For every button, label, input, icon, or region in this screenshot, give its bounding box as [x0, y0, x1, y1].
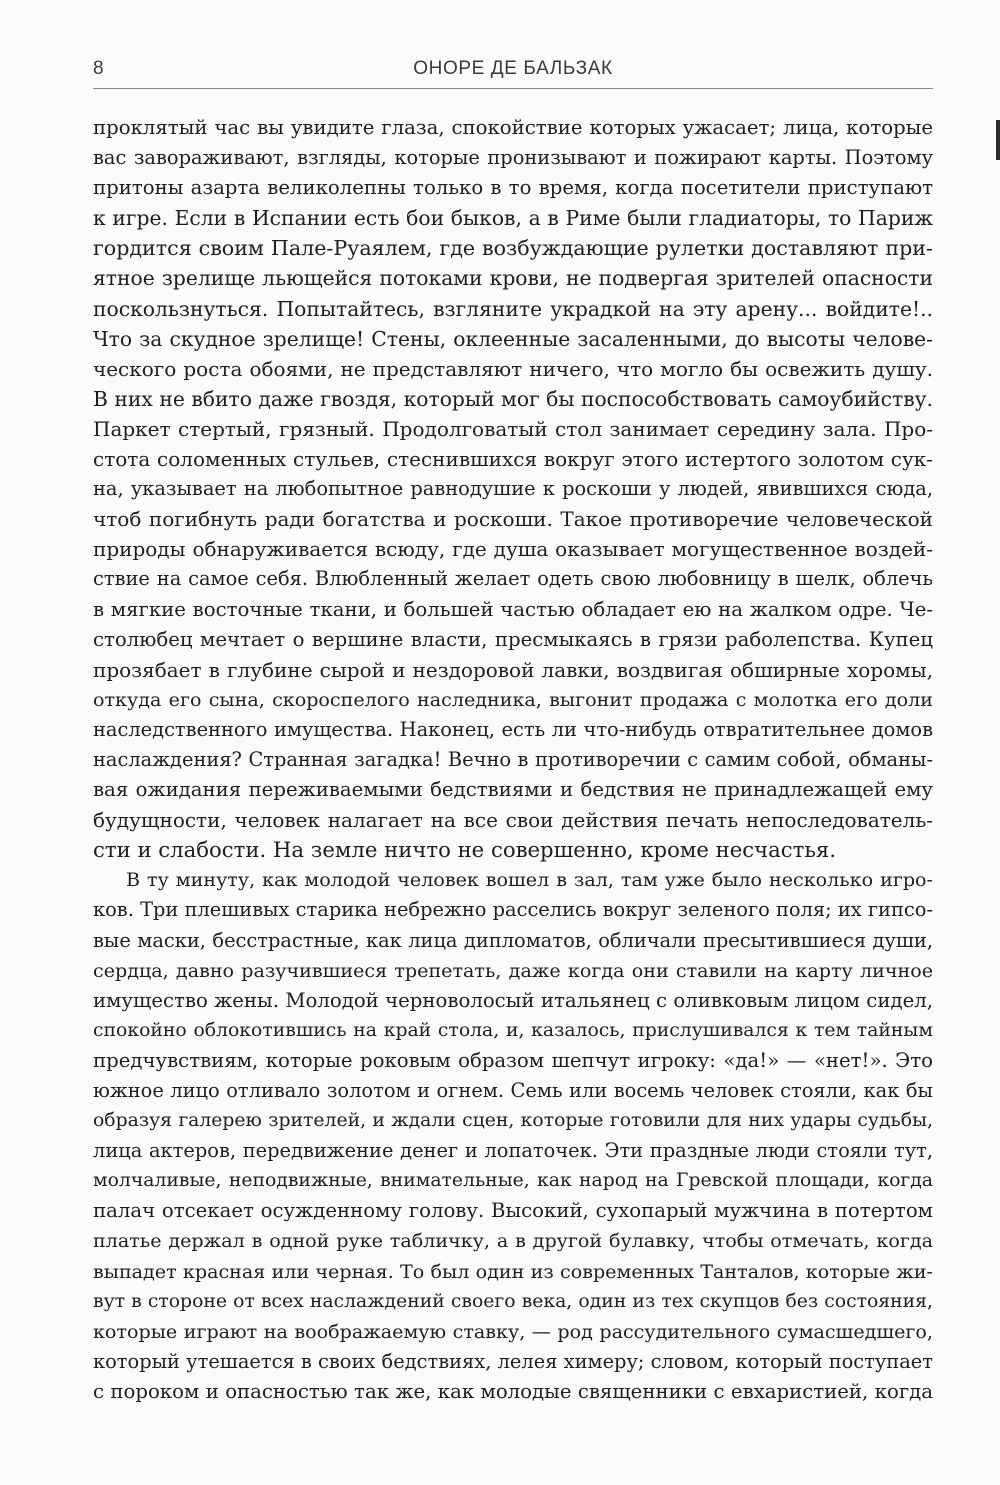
text-line: природы обнаруживается всюду, где душа оказывает могущественное воздей- — [93, 537, 933, 562]
text-line: Паркет стертый, грязный. Продолговатый стол занимает середину зала. Про- — [93, 416, 933, 441]
header-rule — [93, 88, 933, 89]
text-line: наследственного имущества. Наконец, есть ли что-нибудь отвратительнее домов — [93, 717, 933, 741]
text-line: южное лицо отливало золотом и огнем. Семь или восемь человек стояли, как бы — [93, 1079, 933, 1102]
text-line: будущности, человек налагает на все свои действия печать непоследователь- — [93, 808, 933, 833]
text-line: столюбец мечтает о вершине власти, пресмыкаясь в грязи раболепства. Купец — [93, 627, 933, 651]
text-line: стота соломенных стульев, стеснившихся вокруг этого истертого золотом сук- — [93, 447, 933, 472]
text-line: вая ожидания переживаемыми бедствиями и бедствия не принадлежащей ему — [93, 778, 933, 802]
adjacent-page-edge — [996, 120, 1000, 160]
text-line: В них не вбито даже гвоздя, который мог бы поспособствовать самоубийству. — [93, 386, 933, 411]
text-line: поскользнуться. Попытайтесь, взгляните украдкой на эту арену... войдите!.. — [93, 296, 933, 321]
text-line: ческого роста обоями, не представляют ничего, что могло бы освежить душу. — [93, 356, 933, 381]
text-line: ков. Три плешивых старика небрежно расселись вокруг зеленого поля; их гипсо- — [93, 898, 933, 922]
paragraph-1 — [93, 113, 933, 865]
text-line: сердца, давно разучившиеся трепетать, даже когда они ставили на карту личное — [93, 958, 933, 982]
page-number: 8 — [93, 58, 105, 79]
text-line: прозябает в глубине сырой и нездоровой лавки, воздвигая обширные хоромы, — [93, 657, 933, 682]
text-line: к игре. Если в Испании есть бои быков, а в Риме были гладиаторы, то Париж — [93, 206, 933, 231]
text-line: на, указывает на любопытное равнодушие к роскоши у людей, явившихся сюда, — [93, 477, 933, 501]
text-line: ятное зрелище льющейся потоками крови, не подвергая зрителей опасности — [93, 266, 933, 291]
text-line: ствие на самое себя. Влюбленный желает одеть свою любовницу в шелк, облечь — [93, 567, 933, 591]
text-line: платье держал в одной руке табличку, а в другой булавку, чтобы отмечать, когда — [93, 1229, 933, 1253]
text-line: вут в стороне от всех наслаждений своего века, один из тех скупцов без состояния, — [93, 1290, 933, 1312]
text-line: В ту минуту, как молодой человек вошел в зал, там уже было несколько игро- — [126, 868, 933, 892]
text-line: сти и слабости. На земле ничто не совершенно, кроме несчастья. — [93, 837, 837, 863]
text-line: образуя галерею зрителей, и ждали сцен, которые готовили для них удары судьбы, — [93, 1110, 933, 1132]
body-text — [93, 113, 933, 1407]
running-title: ОНОРЕ ДЕ БАЛЬЗАК — [413, 58, 613, 79]
text-line: имущество жены. Молодой черноволосый итальянец с оливковым лицом сидел, — [93, 988, 933, 1012]
text-line: спокойно облокотившись на край стола, и, казалось, прислушивался к тем тайным — [93, 1019, 933, 1041]
text-line: лица актеров, передвижение денег и лопаточек. Эти праздные люди стояли тут, — [93, 1139, 933, 1163]
text-line: в мягкие восточные ткани, и большей частью обладает ею на жалком одре. Че- — [93, 597, 933, 621]
page-header — [93, 58, 933, 86]
text-line: вас завораживают, взгляды, которые пронизывают и пожирают карты. Поэтому — [93, 146, 933, 170]
text-line: который утешается в своих бедствиях, лелея химеру; словом, который поступает — [93, 1349, 933, 1373]
text-line: предчувствиям, которые роковым образом шепчут игроку: «да!» — «нет!». Это — [93, 1048, 933, 1072]
text-line: Что за скудное зрелище! Стены, оклеенные засаленными, до высоты челове- — [93, 326, 933, 351]
text-line: гордится своим Пале-Руаялем, где возбуждающие рулетки доставляют при- — [93, 236, 933, 261]
text-line: откуда его сына, скороспелого наследника, выгонит продажа с молотка его доли — [93, 687, 933, 711]
paragraph-2 — [93, 865, 933, 1407]
text-line: вые маски, бесстрастные, как лица дипломатов, обличали пресытившиеся души, — [93, 928, 933, 952]
text-line: проклятый час вы увидите глаза, спокойствие которых ужасает; лица, которые — [93, 116, 933, 139]
text-line: выпадет красная или черная. То был один из современных Танталов, которые жи- — [93, 1259, 933, 1283]
text-line: молчаливые, неподвижные, внимательные, как народ на Гревской площади, когда — [93, 1170, 933, 1192]
text-line: палач отсекает осужденному голову. Высокий, сухопарый мужчина в потертом — [93, 1199, 933, 1223]
text-line: притоны азарта великолепны только в то время, когда посетители приступают — [93, 176, 933, 200]
text-line: наслаждения? Странная загадка! Вечно в противоречии с самим собой, обманы- — [93, 747, 933, 771]
text-line: с пороком и опасностью так же, как молодые священники с евхаристией, когда — [93, 1379, 933, 1403]
text-line: которые играют на воображаемую ставку, — род рассудительного сумасшедшего, — [93, 1319, 933, 1343]
text-line: чтоб погибнуть ради богатства и роскоши. Такое противоречие человеческой — [93, 507, 933, 532]
